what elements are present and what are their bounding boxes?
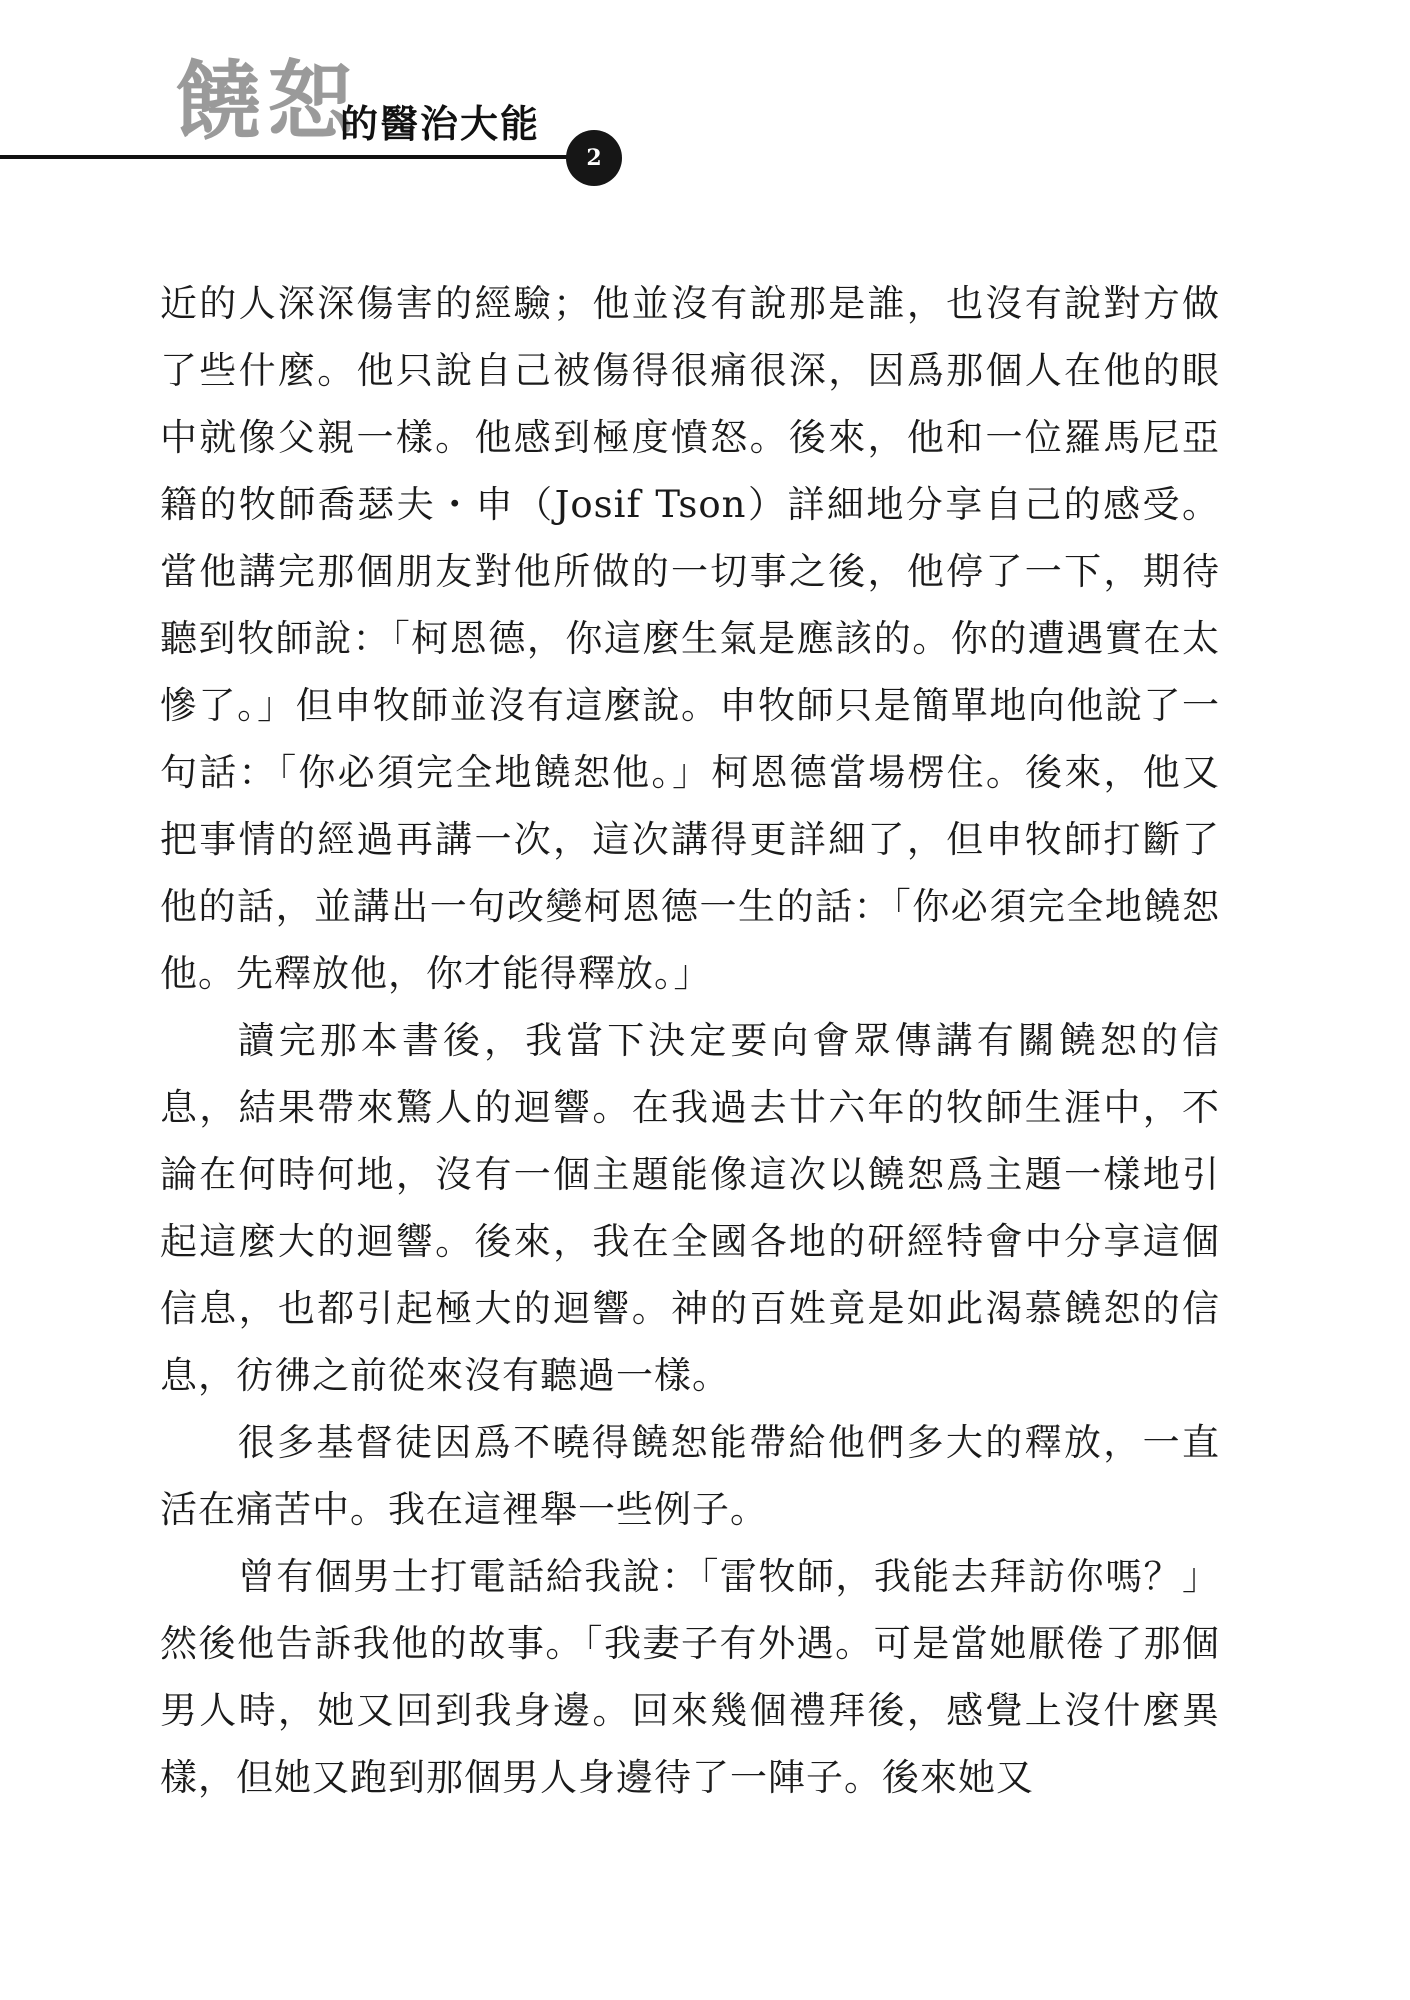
paragraph-continuation: 近的人深深傷害的經驗；他並沒有說那是誰，也沒有說對方做了些什麼。他只說自己被傷得很痛很深，因爲那個人在他的眼中就像父親一樣。他感到極度憤怒。後來，他和一位羅馬尼亞籍的牧師喬瑟夫・申（Josif Tson）詳細地分享自己的感受。當他講完那個朋友對他所做的一切事之後，他停了一下，期待聽到牧師說：「柯恩德，你這麼生氣是應該的。你的遭遇實在太慘了。」但申牧師並沒有這麼說。申牧師只是簡單地向他說了一句話：「你必須完全地饒恕他。」柯恩德當場楞住。後來，他又把事情的經過再講一次，這次講得更詳細了，但申牧師打斷了他的話，並講出一句改變柯恩德一生的話：「你必須完全地饒恕他。先釋放他，你才能得釋放。」 bbox=[160, 282, 1220, 995]
paragraph: 讀完那本書後，我當下決定要向會眾傳講有關饒恕的信息，結果帶來驚人的迴響。在我過去廿六年的牧師生涯中，不論在何時何地，沒有一個主題能像這次以饒恕爲主題一樣地引起這麼大的迴響。後來，我在全國各地的研經特會中分享這個信息，也都引起極大的迴響。神的百姓竟是如此渴慕饒恕的信息，彷彿之前從來沒有聽過一樣。 bbox=[160, 1019, 1220, 1397]
paragraph: 曾有個男士打電話給我說：「雷牧師，我能去拜訪你嗎？」然後他告訴我他的故事。「我妻子有外遇。可是當她厭倦了那個男人時，她又回到我身邊。回來幾個禮拜後，感覺上沒什麼異樣，但她又跑到那個男人身邊待了一陣子。後來她又 bbox=[160, 1555, 1220, 1799]
book-title-suffix: 的醫治大能 bbox=[340, 101, 541, 146]
body-text bbox=[160, 270, 1220, 1811]
page-header bbox=[0, 0, 1410, 200]
book-title-large: 饒恕 bbox=[175, 51, 359, 152]
header-divider bbox=[0, 155, 570, 159]
paragraph: 很多基督徒因爲不曉得饒恕能帶給他們多大的釋放，一直活在痛苦中。我在這裡舉一些例子。 bbox=[160, 1421, 1220, 1531]
page-number-badge: 2 bbox=[566, 130, 622, 186]
